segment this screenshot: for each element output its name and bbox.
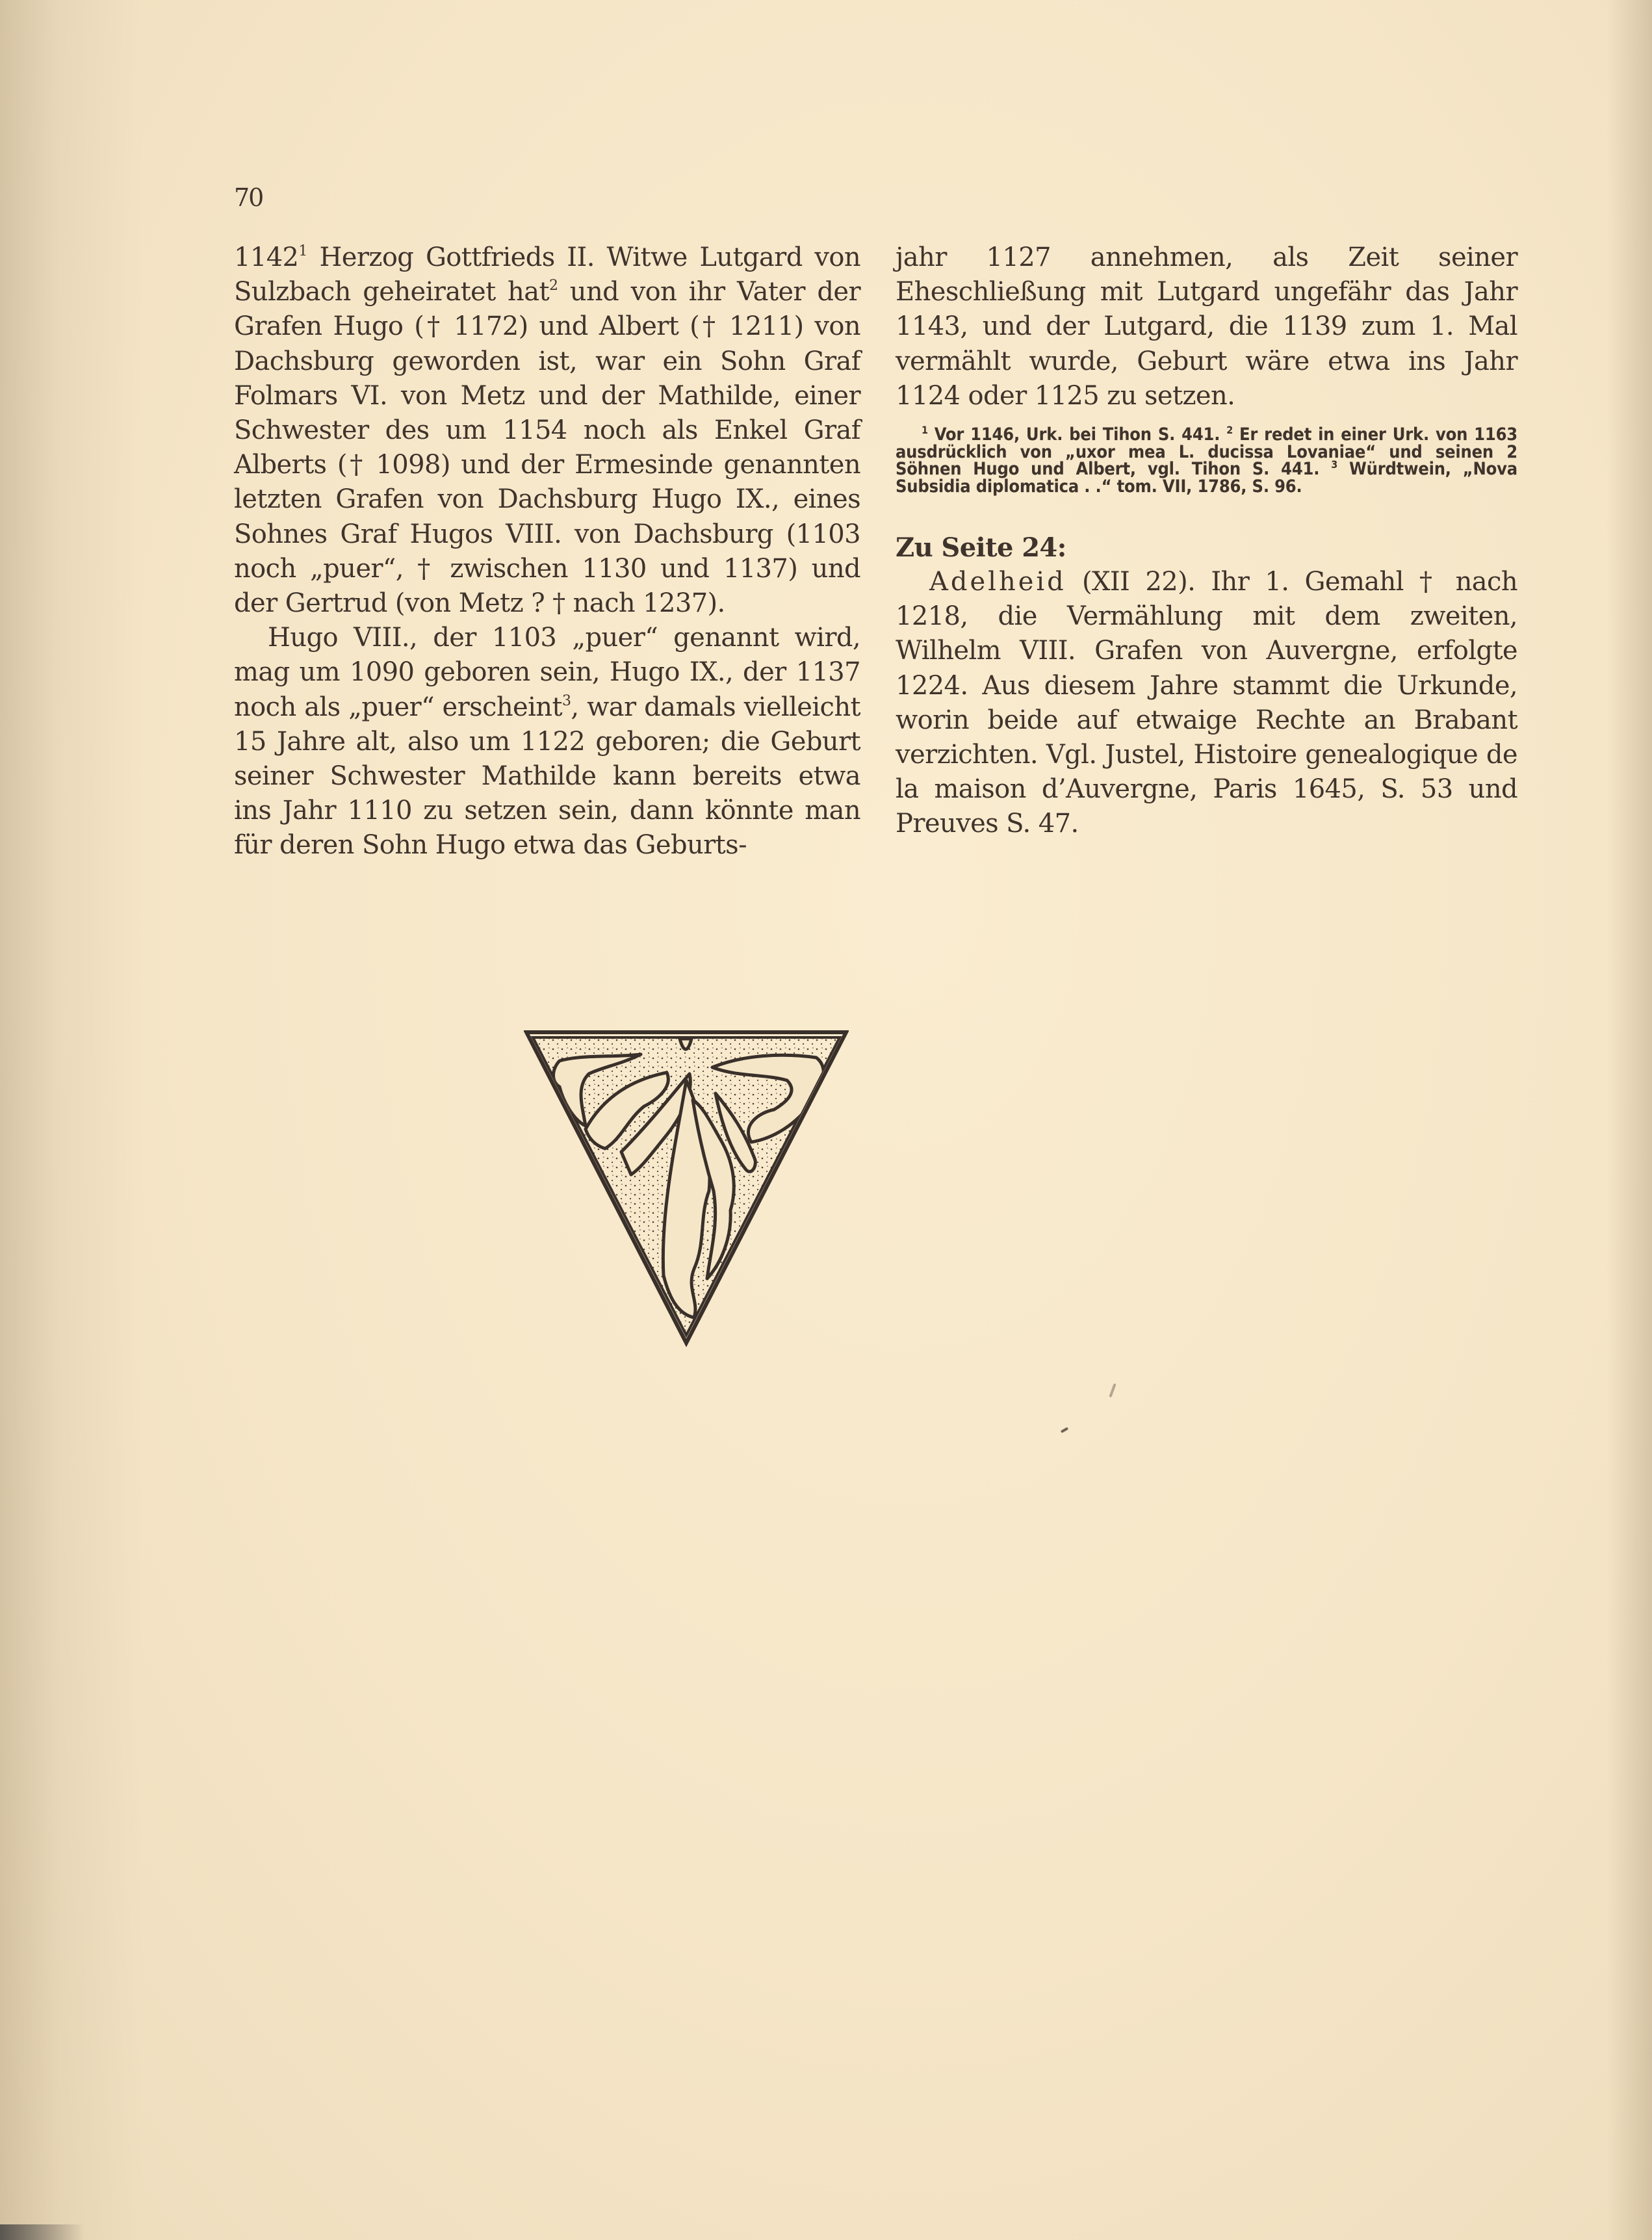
footnote-ref-2: 2 — [549, 278, 558, 294]
section-body-text: (XII 22). Ihr 1. Gemahl † nach 1218, die Vermählung mit dem zweiten, Wilhelm VIII. Grafen von Auvergne, erfolgte 1224. Aus diesem Jahre stammt die Urkunde, worin beide auf etwaige Rechte an Brabant verzichten. Vgl. Justel, Histoire genealogique de la maison d’Auvergne, Paris 1645, S. 53 und Preuves S. 47. — [896, 567, 1517, 839]
footnote-ref-1: 1 — [298, 243, 307, 259]
page-number: 70 — [234, 183, 263, 212]
text-segment: Hugo VIII., der 1103 „puer“ genannt wird, mag um 1090 geboren sein, Hugo IX., der 1137 noch als „puer“ erscheint — [234, 623, 860, 722]
ink-speck — [1109, 1383, 1116, 1398]
paragraph-continuation: jahr 1127 annehmen, als Zeit seiner Eheschließung mit Lutgard ungefähr das Jahr 1143, und der Lutgard, die 1139 zum 1. Mal vermählt wurde, Geburt wäre etwa ins Jahr 1124 oder 1125 zu setzen. — [896, 242, 1517, 411]
footnote-block — [896, 426, 1517, 495]
footnotes — [896, 426, 1517, 495]
triangle-ornament-icon — [524, 1028, 849, 1347]
ink-speck — [1061, 1427, 1068, 1433]
footnote-text-1: Vor 1146, Urk. bei Tihon S. 441. — [927, 424, 1227, 445]
text-segment: und von ihr Vater der Grafen Hugo († 1172) und Albert († 1211) von Dachsburg geworden ist, war ein Sohn Graf Folmars VI. von Metz und der Mathilde, einer Schwester des um 1154 noch als Enkel Graf Alberts († 1098) und der Ermesinde genannten letzten Grafen von Dachsburg Hugo IX., eines Sohnes Graf Hugos VIII. von Dachsburg (1103 noch „puer“, † zwischen 1130 und 1137) und der Gertrud (von Metz ? † nach 1237). — [234, 277, 860, 619]
footnote-marker-1: 1 — [922, 424, 928, 437]
text-segment: Herzog Gottfrieds II. Witwe Lutgard von Sulzbach geheiratet hat — [234, 242, 860, 307]
paragraph-1 — [234, 241, 860, 621]
footnote-marker-3: 3 — [1331, 458, 1338, 471]
right-column — [896, 241, 1517, 842]
section-heading: Zu Seite 24: — [896, 532, 1066, 564]
footnote-text-3: Würdtwein, „Nova Subsidia diplomatica . .“ tom. VII, 1786, S. 96. — [896, 459, 1517, 497]
text-segment: , war damals vielleicht 15 Jahre alt, also um 1122 geboren; die Geburt seiner Schwester Mathilde kann bereits etwa ins Jahr 1110 zu setzen sein, dann könnte man für deren Sohn Hugo etwa das Geburts- — [234, 692, 860, 861]
scan-corner-shadow — [0, 2224, 84, 2240]
footnote-ref-3: 3 — [561, 692, 571, 709]
footnote-text-2: Er redet in einer Urk. von 1163 ausdrücklich von „uxor mea L. ducissa Lovaniae“ und seinen 2 Söhnen Hugo und Albert, vgl. Tihon S. 441. — [896, 424, 1517, 480]
footnote-marker-2: 2 — [1226, 424, 1233, 437]
paragraph-2 — [234, 621, 860, 863]
person-name: Adelheid — [929, 567, 1066, 597]
section-body — [896, 565, 1517, 842]
text-segment: 1142 — [234, 242, 299, 272]
left-column — [234, 241, 860, 863]
